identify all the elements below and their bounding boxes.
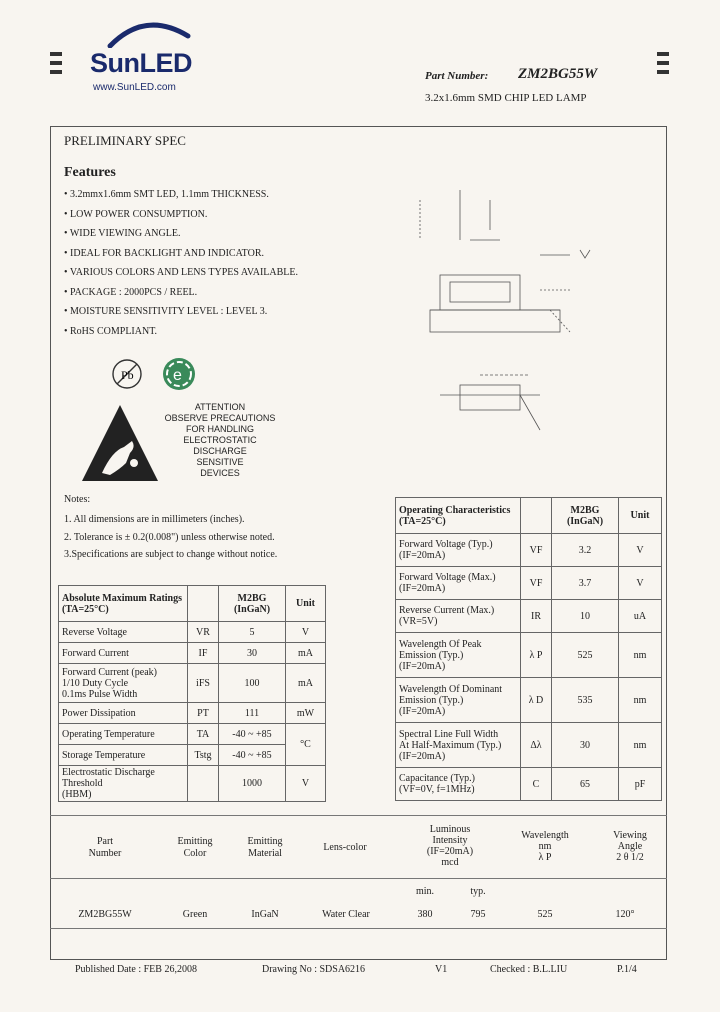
- amr-cell: IF: [188, 643, 219, 664]
- pb-label: Pb: [121, 368, 134, 382]
- amr-header-model: M2BG (InGaN): [219, 586, 286, 622]
- rohs-label: e: [173, 367, 182, 384]
- table-row: [59, 703, 326, 724]
- sel-header-angle: Viewing Angle 2 θ 1/2: [613, 830, 647, 863]
- note-item: 3.Specifications are subject to change without notice.: [64, 549, 278, 560]
- feature-item: • WIDE VIEWING ANGLE.: [64, 228, 181, 239]
- sel-header-wavelength: Wavelength nm λ P: [521, 830, 569, 863]
- amr-cell: °C: [286, 724, 326, 766]
- abs-max-ratings-table: [58, 585, 326, 802]
- feature-item: • LOW POWER CONSUMPTION.: [64, 208, 208, 220]
- sel-header-intensity: Luminous Intensity (IF=20mA) mcd: [426, 824, 474, 868]
- amr-cell: mW: [286, 703, 326, 724]
- note-item: 2. Tolerance is ± 0.2(0.008") unless otherwise noted.: [64, 532, 275, 543]
- amr-cell: Operating Temperature: [59, 724, 188, 745]
- amr-cell: -40 ~ +85: [219, 724, 286, 745]
- amr-cell: mA: [286, 664, 326, 703]
- amr-cell: Power Dissipation: [59, 703, 188, 724]
- oc-cell: λ D: [521, 678, 552, 723]
- attention-line: DEVICES: [200, 468, 240, 478]
- oc-cell: VF: [521, 567, 552, 600]
- oc-cell: IR: [521, 600, 552, 633]
- oc-cell: Spectral Line Full Width At Half-Maximum (Typ.) (IF=20mA): [396, 723, 521, 768]
- attention-line: ELECTROSTATIC: [183, 435, 257, 445]
- amr-header-symbol: [188, 586, 219, 622]
- footer-drawing-number: Drawing No : SDSA6216: [262, 964, 366, 975]
- feature-item: • VARIOUS COLORS AND LENS TYPES AVAILABLE.: [64, 267, 299, 278]
- oc-header-symbol: [521, 498, 552, 534]
- oc-cell: pF: [619, 768, 662, 801]
- footer-page-number: P.1/4: [617, 964, 637, 975]
- oc-cell: nm: [619, 633, 662, 678]
- amr-cell: -40 ~ +85: [219, 745, 286, 766]
- sel-cell-typ: 795: [470, 909, 486, 920]
- oc-cell: 10: [552, 600, 619, 633]
- sel-header-part: Part Number: [88, 836, 122, 859]
- brand-logo: SunLED: [90, 48, 192, 78]
- attention-line: DISCHARGE: [193, 446, 247, 456]
- oc-cell: 30: [552, 723, 619, 768]
- oc-cell: Forward Voltage (Max.) (IF=20mA): [396, 567, 521, 600]
- amr-cell: iFS: [188, 664, 219, 703]
- sel-subheader-typ: typ.: [470, 886, 486, 897]
- amr-cell: 30: [219, 643, 286, 664]
- sel-cell-wavelength: 525: [537, 909, 553, 920]
- feature-item: • PACKAGE : 2000PCS / REEL.: [64, 286, 198, 298]
- amr-cell: V: [286, 622, 326, 643]
- oc-cell: 65: [552, 768, 619, 801]
- features-title: Features: [64, 165, 116, 180]
- oc-cell: 525: [552, 633, 619, 678]
- oc-cell: nm: [619, 678, 662, 723]
- oc-header-unit: Unit: [619, 498, 662, 534]
- sel-header-material: Emitting Material: [247, 836, 283, 859]
- table-row: [396, 534, 662, 567]
- attention-block: [160, 402, 280, 479]
- sel-subheader-min: min.: [415, 886, 435, 897]
- package-dimension-drawing: [410, 170, 640, 440]
- corner-marks-left: [50, 52, 62, 79]
- features-list: [64, 185, 298, 341]
- oc-cell: Forward Voltage (Typ.) (IF=20mA): [396, 534, 521, 567]
- selection-divider-bottom: [50, 928, 667, 929]
- sel-cell-part: ZM2BG55W: [78, 909, 132, 920]
- oc-cell: Reverse Current (Max.) (VR=5V): [396, 600, 521, 633]
- oc-header-param: Operating Characteristics (TA=25°C): [396, 498, 521, 534]
- website-link[interactable]: www.SunLED.com: [93, 82, 176, 93]
- sunled-logo-arc: [100, 18, 210, 48]
- footer-version: V1: [435, 964, 448, 975]
- feature-item: • 3.2mmx1.6mm SMT LED, 1.1mm THICKNESS.: [64, 189, 269, 200]
- amr-cell: [188, 766, 219, 802]
- notes-title: Notes:: [64, 494, 91, 505]
- footer-published-date: Published Date : FEB 26,2008: [75, 964, 197, 975]
- table-row: [396, 600, 662, 633]
- rohs-icon: [160, 355, 198, 393]
- attention-line: OBSERVE PRECAUTIONS: [164, 413, 276, 423]
- table-row: [59, 664, 326, 703]
- feature-item: • MOISTURE SENSITIVITY LEVEL : LEVEL 3.: [64, 306, 268, 317]
- table-row: [396, 768, 662, 801]
- sel-header-lens: Lens-color: [323, 842, 367, 853]
- sel-cell-angle: 120°: [615, 909, 635, 920]
- operating-characteristics-table: [395, 497, 662, 801]
- amr-cell: mA: [286, 643, 326, 664]
- oc-cell: λ P: [521, 633, 552, 678]
- amr-cell: 111: [219, 703, 286, 724]
- sel-cell-material: InGaN: [251, 909, 279, 920]
- amr-cell: Reverse Voltage: [59, 622, 188, 643]
- amr-cell: V: [286, 766, 326, 802]
- oc-header-model: M2BG (InGaN): [552, 498, 619, 534]
- oc-cell: nm: [619, 723, 662, 768]
- footer-checked-by: Checked : B.L.LIU: [490, 964, 568, 975]
- table-row: [59, 724, 326, 745]
- part-number-label: Part Number:: [425, 70, 489, 82]
- sel-cell-lens: Water Clear: [322, 909, 370, 920]
- spec-title: PRELIMINARY SPEC: [64, 133, 186, 148]
- amr-header-unit: Unit: [286, 586, 326, 622]
- attention-line: SENSITIVE: [196, 457, 244, 467]
- table-row: [396, 723, 662, 768]
- part-number: ZM2BG55W: [518, 66, 598, 82]
- attention-line: FOR HANDLING: [185, 424, 254, 434]
- selection-divider-top: [50, 815, 667, 816]
- oc-cell: Capacitance (Typ.) (VF=0V, f=1MHz): [396, 768, 521, 801]
- table-row: [396, 633, 662, 678]
- oc-cell: Δλ: [521, 723, 552, 768]
- table-row: [59, 766, 326, 802]
- oc-cell: 535: [552, 678, 619, 723]
- amr-cell: VR: [188, 622, 219, 643]
- esd-warning-icon: [80, 403, 160, 483]
- amr-cell: Storage Temperature: [59, 745, 188, 766]
- amr-cell: 1000: [219, 766, 286, 802]
- table-row: [396, 678, 662, 723]
- amr-cell: TA: [188, 724, 219, 745]
- amr-cell: Electrostatic Discharge Threshold (HBM): [59, 766, 188, 802]
- sel-cell-color: Green: [182, 909, 208, 920]
- amr-cell: 100: [219, 664, 286, 703]
- sel-header-color: Emitting Color: [177, 836, 213, 859]
- pb-free-icon: [110, 357, 144, 391]
- oc-cell: 3.2: [552, 534, 619, 567]
- oc-cell: Wavelength Of Peak Emission (Typ.) (IF=20mA): [396, 633, 521, 678]
- amr-cell: PT: [188, 703, 219, 724]
- table-row: [59, 643, 326, 664]
- table-row: [59, 745, 326, 766]
- table-row: [396, 567, 662, 600]
- part-description: 3.2x1.6mm SMD CHIP LED LAMP: [425, 92, 587, 104]
- table-row: [59, 622, 326, 643]
- amr-cell: Forward Current (peak) 1/10 Duty Cycle 0.1ms Pulse Width: [59, 664, 188, 703]
- selection-divider-mid: [50, 878, 667, 879]
- amr-header-param: Absolute Maximum Ratings (TA=25°C): [59, 586, 188, 622]
- corner-marks-right: [657, 52, 669, 79]
- oc-cell: V: [619, 567, 662, 600]
- note-item: 1. All dimensions are in millimeters (inches).: [64, 514, 245, 525]
- feature-item: • IDEAL FOR BACKLIGHT AND INDICATOR.: [64, 247, 264, 259]
- oc-cell: VF: [521, 534, 552, 567]
- oc-cell: uA: [619, 600, 662, 633]
- oc-cell: 3.7: [552, 567, 619, 600]
- amr-cell: Tstg: [188, 745, 219, 766]
- sel-cell-min: 380: [417, 909, 433, 920]
- amr-cell: 5: [219, 622, 286, 643]
- feature-item: • RoHS COMPLIANT.: [64, 325, 158, 337]
- amr-cell: Forward Current: [59, 643, 188, 664]
- oc-cell: V: [619, 534, 662, 567]
- oc-cell: Wavelength Of Dominant Emission (Typ.) (IF=20mA): [396, 678, 521, 723]
- oc-cell: C: [521, 768, 552, 801]
- attention-line: ATTENTION: [194, 402, 246, 412]
